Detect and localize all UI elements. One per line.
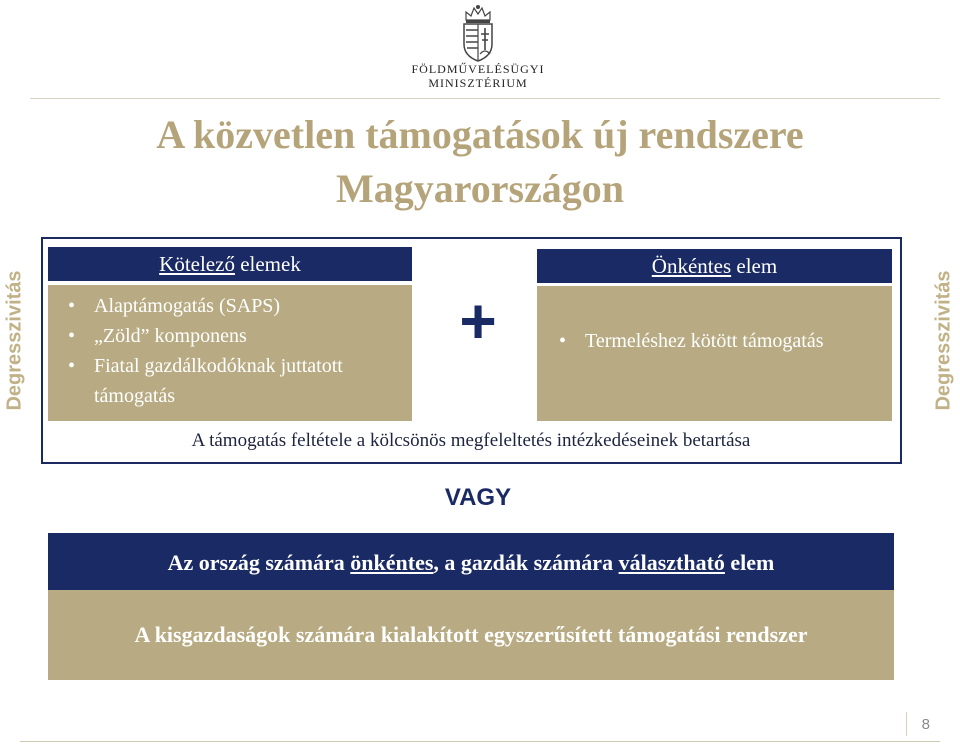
small-farm-scheme-text: A kisgazdaságok számára kialakított egyszerűsített támogatási rendszer <box>134 622 808 647</box>
bullet-icon: • <box>68 295 76 317</box>
ministry-name <box>380 62 576 90</box>
alt-part2: önkéntes <box>350 550 434 575</box>
plus-symbol: + <box>459 285 497 357</box>
alt-part4: választható <box>618 550 725 575</box>
voluntary-list <box>559 326 882 356</box>
bullet-icon: • <box>68 355 76 377</box>
list-item <box>68 291 402 321</box>
footer-divider <box>20 741 940 742</box>
voluntary-list-box <box>537 286 892 421</box>
alt-part3: , a gazdák számára <box>433 550 619 575</box>
page-number: 8 <box>921 716 930 733</box>
list-item-text: Alaptámogatás (SAPS) <box>94 295 281 317</box>
side-label-left <box>2 240 28 440</box>
or-label: VAGY <box>444 484 512 511</box>
alt-part1: Az ország számára <box>167 550 351 575</box>
ministry-line1: FÖLDMŰVELÉSÜGYI <box>411 62 545 76</box>
side-label-left-text: Degresszivitás <box>3 269 26 411</box>
list-item <box>559 326 882 356</box>
alt-part5: elem <box>724 550 775 575</box>
list-item-text: Fiatal gazdálkodóknak juttatott támogatás <box>94 355 343 407</box>
list-item-text: „Zöld” komponens <box>94 325 247 347</box>
title-line2: Magyarországon <box>335 166 625 211</box>
list-item-text: Termeléshez kötött támogatás <box>585 330 824 352</box>
list-item <box>68 351 402 411</box>
coat-of-arms-icon <box>458 4 498 64</box>
alternative-header <box>48 533 894 590</box>
side-label-right <box>930 240 958 440</box>
small-farm-scheme-box <box>48 590 894 680</box>
voluntary-header <box>537 249 892 283</box>
mandatory-header <box>48 247 412 281</box>
list-item <box>68 321 402 351</box>
bullet-icon: • <box>559 330 567 352</box>
mandatory-header-underlined: Kötelező <box>159 252 235 276</box>
mandatory-list-box <box>48 285 412 421</box>
bullet-icon: • <box>68 325 76 347</box>
condition-text: A támogatás feltétele a kölcsönös megfeleltetés intézkedéseinek betartása <box>191 430 751 451</box>
voluntary-header-rest: elem <box>731 254 778 278</box>
header-divider <box>30 98 940 99</box>
title-line1: A közvetlen támogatások új rendszere <box>156 112 804 157</box>
mandatory-list <box>68 291 402 411</box>
page-title <box>40 108 920 216</box>
ministry-line2: MINISZTÉRIUM <box>428 76 528 90</box>
mandatory-header-rest: elemek <box>234 252 301 276</box>
voluntary-header-underlined: Önkéntes <box>651 254 732 278</box>
side-label-right-text: Degresszivitás <box>932 269 955 411</box>
